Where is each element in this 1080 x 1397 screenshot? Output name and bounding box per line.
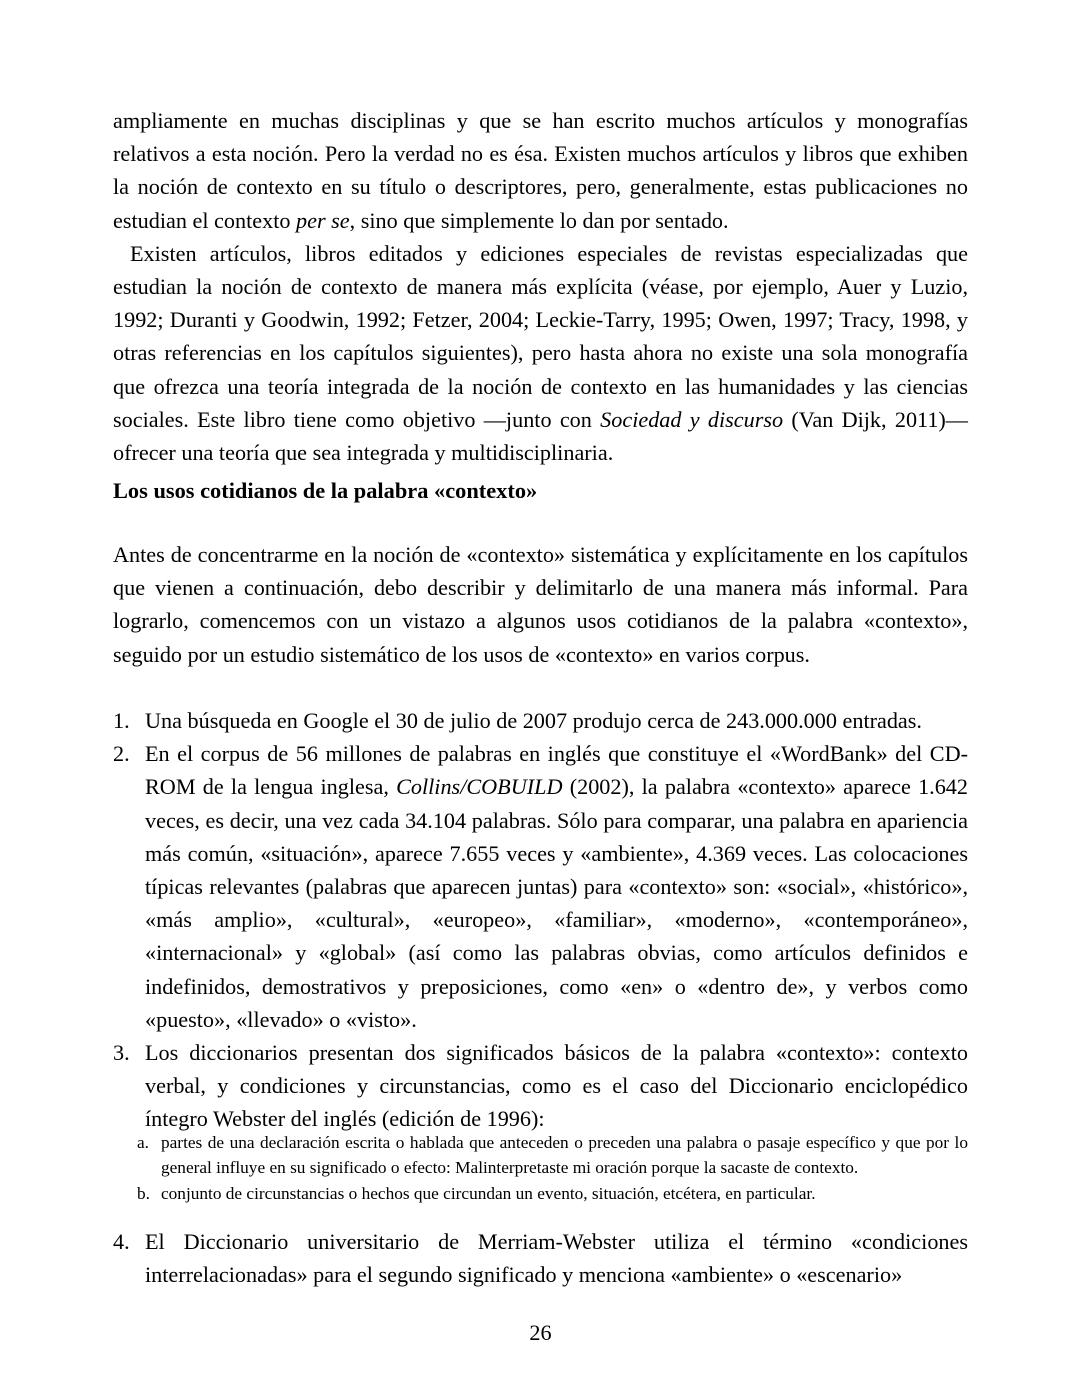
list-item-marker: 4.	[113, 1229, 130, 1254]
list-item-italic: Collins/COBUILD	[396, 774, 563, 800]
numbered-list-main	[113, 704, 968, 1136]
paragraph-second-text-b: (Van Dijk, 2011)— ofrecer una teoría que sea integrada y multidisciplinaria.	[113, 406, 968, 466]
list-item-marker: 2.	[113, 741, 130, 767]
body-paragraph-group-top	[113, 104, 968, 469]
list-item	[113, 1036, 968, 1136]
paragraph-second-italic: Sociedad y discurso	[600, 406, 784, 432]
section-heading: Los usos cotidianos de la palabra «contexto»	[113, 478, 538, 503]
numbered-list-continued	[113, 1225, 968, 1291]
list-item	[113, 737, 968, 1036]
document-page	[113, 0, 968, 1397]
page-number: 26	[529, 1320, 552, 1345]
list-item-text: El Diccionario universitario de Merriam-Webster utiliza el término «condiciones interrelacionadas» para el segundo significado y menciona «ambiente» o «escenario»	[145, 1229, 968, 1288]
paragraph-second	[113, 237, 968, 469]
list-item-marker: 3.	[113, 1040, 130, 1066]
list-item	[113, 704, 968, 737]
list-item-text-a: En el corpus de 56 millones de palabras en inglés que constituye el «WordBank» del CD-ROM de la lengua inglesa,	[145, 741, 968, 800]
sub-list-item-text: conjunto de circunstancias o hechos que circundan un evento, situación, etcétera, en particular.	[161, 1183, 816, 1203]
list-item-marker: 1.	[113, 708, 130, 733]
paragraph-continuation-text-b: , sino que simplemente lo dan por sentado.	[349, 207, 729, 233]
sub-list-item-marker: a.	[137, 1133, 149, 1152]
sub-list-item-text: partes de una declaración escrita o hablada que anteceden o preceden una palabra o pasaje específico y que por lo general influye en su significado o efecto: Malinterpretaste mi oración porque la sacaste de contexto.	[161, 1133, 968, 1178]
paragraph-continuation-italic: per se	[296, 207, 350, 233]
paragraph-second-text-a: Existen artículos, libros editados y ediciones especiales de revistas especializadas que estudian la noción de contexto de manera más explícita (véase, por ejemplo, Auer y Luzio, 1992; Duranti y Goodwin, 1992; Fetzer, 2004; Leckie-Tarry, 1995; Owen, 1997; Tracy, 1998, y otras referencias en los capítulos siguientes), pero hasta ahora no existe una sola monografía que ofrezca una teoría integrada de la noción de contexto en las humanidades y las ciencias sociales. Este libro tiene como objetivo —junto con	[113, 240, 968, 432]
list-item	[113, 1225, 968, 1291]
paragraph-continuation-text-a: ampliamente en muchas disciplinas y que se han escrito muchos artículos y monografías relativos a esta noción. Pero la verdad no es ésa. Existen muchos artículos y libros que exhiben la noción de contexto en su título o descriptores, pero, generalmente, estas publicaciones no estudian el contexto	[113, 108, 968, 233]
sub-list-item-marker: b.	[137, 1183, 150, 1203]
paragraph-continuation	[113, 104, 968, 237]
list-item-text-b: (2002), la palabra «contexto» aparece 1.642 veces, es decir, una vez cada 34.104 palabras. Sólo para comparar, una palabra en apariencia más común, «situación», aparece 7.655 veces y «ambiente», 4.369 veces. Las colocaciones típicas relevantes (palabras que aparecen juntas) para «contexto» son: «social», «histórico», «más amplio», «cultural», «europeo», «familiar», «moderno», «contemporáneo», «internacional» y «global» (así como las palabras obvias, como artículos definidos e indefinidos, demostrativos y preposiciones, como «en» o «dentro de», y verbos como «puesto», «llevado» o «visto».	[145, 774, 968, 1032]
paragraph-intro: Antes de concentrarme en la noción de «contexto» sistemática y explícitamente en los capítulos que vienen a continuación, debo describir y delimitarlo de una manera más informal. Para lograrlo, comencemos con un vistazo a algunos usos cotidianos de la palabra «contexto», seguido por un estudio sistemático de los usos de «contexto» en varios corpus.	[113, 542, 968, 667]
list-item	[137, 1181, 968, 1206]
list-item-text: Una búsqueda en Google el 30 de julio de 2007 produjo cerca de 243.000.000 entradas.	[145, 708, 922, 733]
list-item	[137, 1130, 968, 1181]
sub-list-dictionary-senses	[137, 1130, 968, 1206]
list-item-text: Los diccionarios presentan dos significados básicos de la palabra «contexto»: contexto verbal, y condiciones y circunstancias, como es el caso del Diccionario enciclopédico íntegro Webster del inglés (edición de 1996):	[145, 1040, 968, 1132]
